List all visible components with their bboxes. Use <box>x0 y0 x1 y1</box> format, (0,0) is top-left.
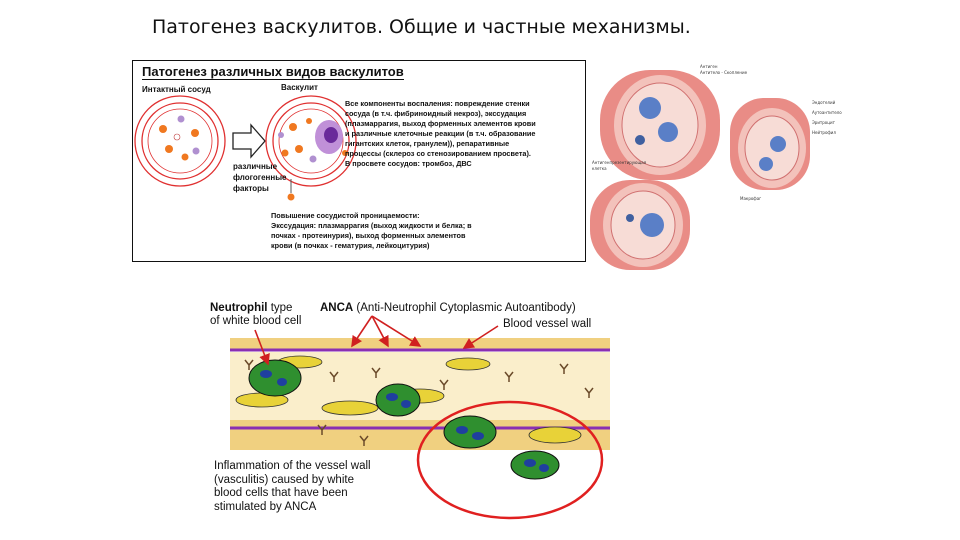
label-intact-vessel: Интактный сосуд <box>142 85 211 94</box>
neutrophil-cell-4 <box>511 451 559 479</box>
vessel-wall-top <box>230 338 610 350</box>
vessel-label-1: Антиген <box>700 64 718 69</box>
text-permeability: Повышение сосудистой проницаемости: Экссудация: плазмаррагия (выход жидкости и белка; в почках - протеинурия), выход форменных элементов крови (в почках - гематурия, лейкоцитурия) <box>271 211 472 250</box>
neutrophil-cell-1 <box>249 360 301 396</box>
neutrophil-cell-3 <box>444 416 496 448</box>
vessel-label-4: клетка <box>592 166 607 171</box>
neutrophil-label: Neutrophil type of white blood cell <box>210 302 302 327</box>
label-phlogogenic-factors: различные флогогенные факторы <box>233 162 287 193</box>
vessel-wall-label: Blood vessel wall <box>503 318 592 330</box>
vessel-label-5: Эндотелий <box>812 100 836 105</box>
vessel-label-2: Антитело - Скопление <box>700 70 748 75</box>
vessel-label-3: Антигенпрезентирующая <box>592 160 647 165</box>
label-vasculitis: Васкулит <box>281 83 318 92</box>
anca-label: ANCA (Anti-Neutrophil Cytoplasmic Autoantibody) <box>320 302 576 314</box>
panel-title: Патогенез различных видов васкулитов <box>142 64 404 79</box>
neutrophil-cell-2 <box>376 384 420 416</box>
vessel-label-7: Эритроцит <box>812 120 835 125</box>
vessel-label-8: Нейтрофил <box>812 130 836 135</box>
inflammation-caption: Inflammation of the vessel wall (vasculitis) caused by white blood cells that have been stimulated by ANCA <box>214 460 371 513</box>
vessel-label-6: Аутоантитело <box>812 110 842 115</box>
vessel-label-9: Макрофаг <box>740 196 762 201</box>
slide-title: Патогенез васкулитов. Общие и частные механизмы. <box>152 16 691 38</box>
text-inflammation-components: Все компоненты воспаления: повреждение стенки сосуда (в т.ч. фибриноидный некроз), экссудация (плазмаррагия, выход форменных элементов крови и различные клеточные реакции (в т.ч. образование гигантских клеток, гранулем)), репаративные процессы (склероз со стенозированием просвета). В просвете сосудов: тромбоз, ДВС <box>345 99 536 168</box>
